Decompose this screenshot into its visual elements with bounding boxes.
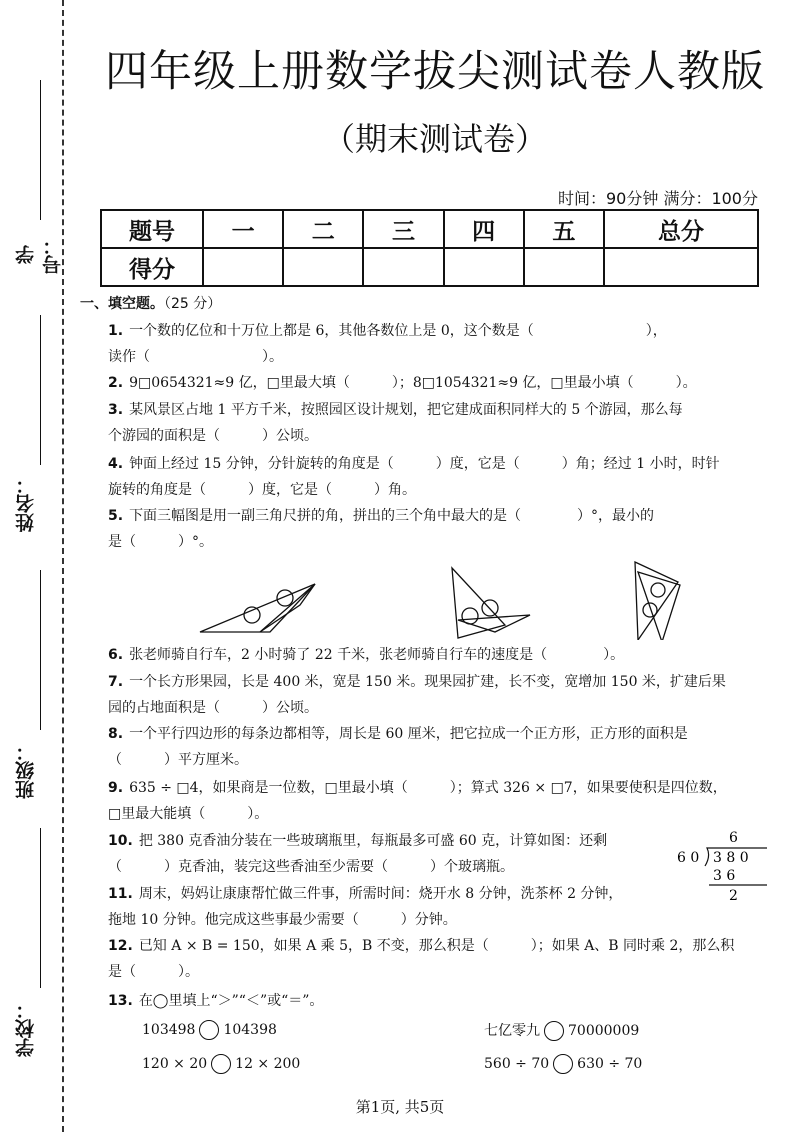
question-number: 12. [108, 938, 133, 954]
question-line [108, 881, 668, 907]
score-cell: 一 [203, 210, 283, 248]
figure-1 [200, 584, 315, 632]
name-line [40, 315, 41, 465]
student-no-field [12, 80, 64, 280]
question-line: 是（ ）°。 [108, 534, 213, 550]
question-text: 一个平行四边形的每条边都相等，周长是 60 厘米，把它拉成一个正方形，正方形的面积是 [129, 726, 688, 742]
class-label: 班级： [15, 742, 37, 799]
comparison-left: 七亿零九 [484, 1023, 540, 1039]
question-10 [108, 828, 668, 880]
class-line [40, 570, 41, 730]
figure-1-circle-b [244, 607, 260, 623]
question-text: 一个长方形果园，长是 400 米，宽是 150 米。现果园扩建，长不变，宽增加 150 米，扩建后果 [129, 674, 726, 690]
question-text: 下面三幅图是用一副三角尺拼的角，拼出的三个角中最大的是（ ）°，最小的 [129, 508, 655, 524]
division-quotient: 6 [729, 830, 738, 846]
figure-1-triangle-a [200, 584, 315, 632]
question-line [108, 775, 763, 801]
question-7 [108, 669, 763, 721]
answer-circle[interactable] [211, 1054, 231, 1074]
figure-2 [452, 568, 530, 638]
long-division-diagram [675, 828, 775, 908]
figure-3 [635, 562, 680, 640]
comparison-right: 104398 [223, 1022, 277, 1038]
question-text: 张老师骑自行车，2 小时骑了 22 千米，张老师骑自行车的速度是（ ）。 [129, 647, 625, 663]
question-1 [108, 318, 763, 370]
question-number: 10. [108, 833, 133, 849]
question-text: 钟面上经过 15 分钟，分针旋转的角度是（ ）度，它是（ ）角；经过 1 小时，时针 [129, 456, 720, 472]
question-text: 把 380 克香油分装在一些玻璃瓶里，每瓶最多可盛 60 克，计算如图：还剩 [138, 833, 608, 849]
section-heading [80, 293, 221, 313]
question-line: 旋转的角度是（ ）度，它是（ ）角。 [108, 482, 416, 498]
comparison-4 [484, 1054, 642, 1074]
question-number: 8. [108, 726, 124, 742]
triangle-ruler-figures [190, 560, 710, 640]
question-number: 2. [108, 375, 124, 391]
score-cell: 五 [524, 210, 604, 248]
score-cell: 二 [283, 210, 363, 248]
comparison-left: 560 ÷ 70 [484, 1056, 550, 1072]
name-label: 姓名： [15, 475, 37, 532]
name-field [12, 315, 52, 535]
school-field [12, 828, 52, 1058]
question-number: 11. [108, 886, 133, 902]
question-8 [108, 721, 763, 773]
question-line: □里最大能填（ ）。 [108, 806, 269, 822]
question-number: 1. [108, 323, 124, 339]
question-line: （ ）平方厘米。 [108, 752, 248, 768]
division-product: 3 6 [713, 868, 736, 884]
question-text: 某风景区占地 1 平方千米，按照园区设计规划，把它建成面积同样大的 5 个游园，那么每 [129, 402, 683, 418]
comparison-right: 12 × 200 [235, 1056, 301, 1072]
answer-circle[interactable] [544, 1021, 564, 1041]
question-line: （ ）克香油，装完这些香油至少需要（ ）个玻璃瓶。 [108, 859, 514, 875]
comparison-left: 120 × 20 [142, 1056, 208, 1072]
figure-2-circle-b [462, 608, 478, 624]
score-input-cell[interactable] [604, 248, 758, 286]
question-line: 个游园的面积是（ ）公顷。 [108, 428, 318, 444]
question-line [108, 451, 763, 477]
class-field [12, 570, 52, 800]
question-text: 635 ÷ □4，如果商是一位数，□里最小填（ ）；算式 326 × □7，如果要使积是四位数， [129, 780, 727, 796]
question-6 [108, 642, 763, 668]
question-number: 4. [108, 456, 124, 472]
page-title: 四年级上册数学拔尖测试卷人教版 [105, 47, 765, 97]
figure-3-circle-a [651, 583, 665, 597]
score-table [100, 209, 759, 287]
division-remainder: 2 [729, 888, 738, 904]
score-input-cell[interactable] [444, 248, 524, 286]
section-title: 一、填空题。 [80, 296, 164, 312]
question-number: 5. [108, 508, 124, 524]
comparison-right: 630 ÷ 70 [577, 1056, 643, 1072]
score-cell: 题号 [101, 210, 203, 248]
division-divisor: 6 0 [677, 850, 700, 866]
comparison-right: 70000009 [568, 1023, 640, 1039]
question-line: 园的占地面积是（ ）公顷。 [108, 700, 318, 716]
question-text: 一个数的亿位和十万位上都是 6，其他各数位上是 0，这个数是（ ）， [129, 323, 667, 339]
question-line [108, 503, 763, 529]
question-11 [108, 881, 668, 933]
page-subtitle: （期末测试卷） [322, 120, 547, 158]
score-row-label: 得分 [101, 248, 203, 286]
section-points: （25 分） [164, 296, 222, 312]
score-input-cell[interactable] [363, 248, 443, 286]
question-line [108, 933, 763, 959]
question-text: 在◯里填上“＞”“＜”或“＝”。 [138, 993, 324, 1009]
score-input-cell[interactable] [203, 248, 283, 286]
comparison-1 [142, 1020, 277, 1040]
question-line [108, 318, 763, 344]
question-2 [108, 370, 763, 396]
question-line [108, 642, 763, 668]
score-input-cell[interactable] [283, 248, 363, 286]
question-text: 已知 A × B = 150，如果 A 乘 5，B 不变，那么积是（ ）；如果 A、B 同时乘 2，那么积 [138, 938, 735, 954]
comparison-3 [142, 1054, 300, 1074]
question-12 [108, 933, 763, 985]
question-number: 3. [108, 402, 124, 418]
question-number: 9. [108, 780, 124, 796]
page-footer: 第1页, 共5页 [355, 1098, 445, 1116]
question-text: 周末，妈妈让康康帮忙做三件事，所需时间：烧开水 8 分钟，洗茶杯 2 分钟， [138, 886, 623, 902]
answer-circle[interactable] [553, 1054, 573, 1074]
school-line [40, 828, 41, 988]
score-table-header-row [101, 210, 758, 248]
question-text: 9□0654321≈9 亿，□里最大填（ ）；8□1054321≈9 亿，□里最小填（ ）。 [129, 375, 697, 391]
question-line [108, 669, 763, 695]
question-line [108, 721, 763, 747]
question-line: 拖地 10 分钟。他完成这些事最少需要（ ）分钟。 [108, 912, 457, 928]
figure-1-circle-a [277, 590, 293, 606]
score-cell: 总分 [604, 210, 758, 248]
question-number: 13. [108, 993, 133, 1009]
student-no-line [40, 80, 41, 220]
comparison-2 [484, 1020, 639, 1041]
student-no-label: 学号： [15, 236, 64, 274]
question-5 [108, 503, 763, 555]
figure-1-triangle-b [260, 584, 315, 632]
question-3 [108, 397, 763, 449]
score-table-score-row [101, 248, 758, 286]
division-dividend: 3 8 0 [713, 850, 749, 866]
answer-circle[interactable] [199, 1020, 219, 1040]
question-number: 7. [108, 674, 124, 690]
question-line [108, 397, 763, 423]
question-number: 6. [108, 647, 124, 663]
question-line [108, 828, 668, 854]
score-cell: 三 [363, 210, 443, 248]
question-13 [108, 988, 763, 1014]
question-line: 读作（ ）。 [108, 349, 283, 365]
binding-margin-line [62, 0, 64, 1132]
score-cell: 四 [444, 210, 524, 248]
question-line [108, 370, 763, 396]
question-9 [108, 775, 763, 827]
school-label: 学校： [15, 1000, 37, 1057]
comparison-left: 103498 [142, 1022, 196, 1038]
question-line: 是（ ）。 [108, 964, 199, 980]
question-4 [108, 451, 763, 503]
score-input-cell[interactable] [524, 248, 604, 286]
question-line [108, 988, 763, 1014]
time-info: 时间：90分钟 满分：100分 [558, 189, 758, 208]
